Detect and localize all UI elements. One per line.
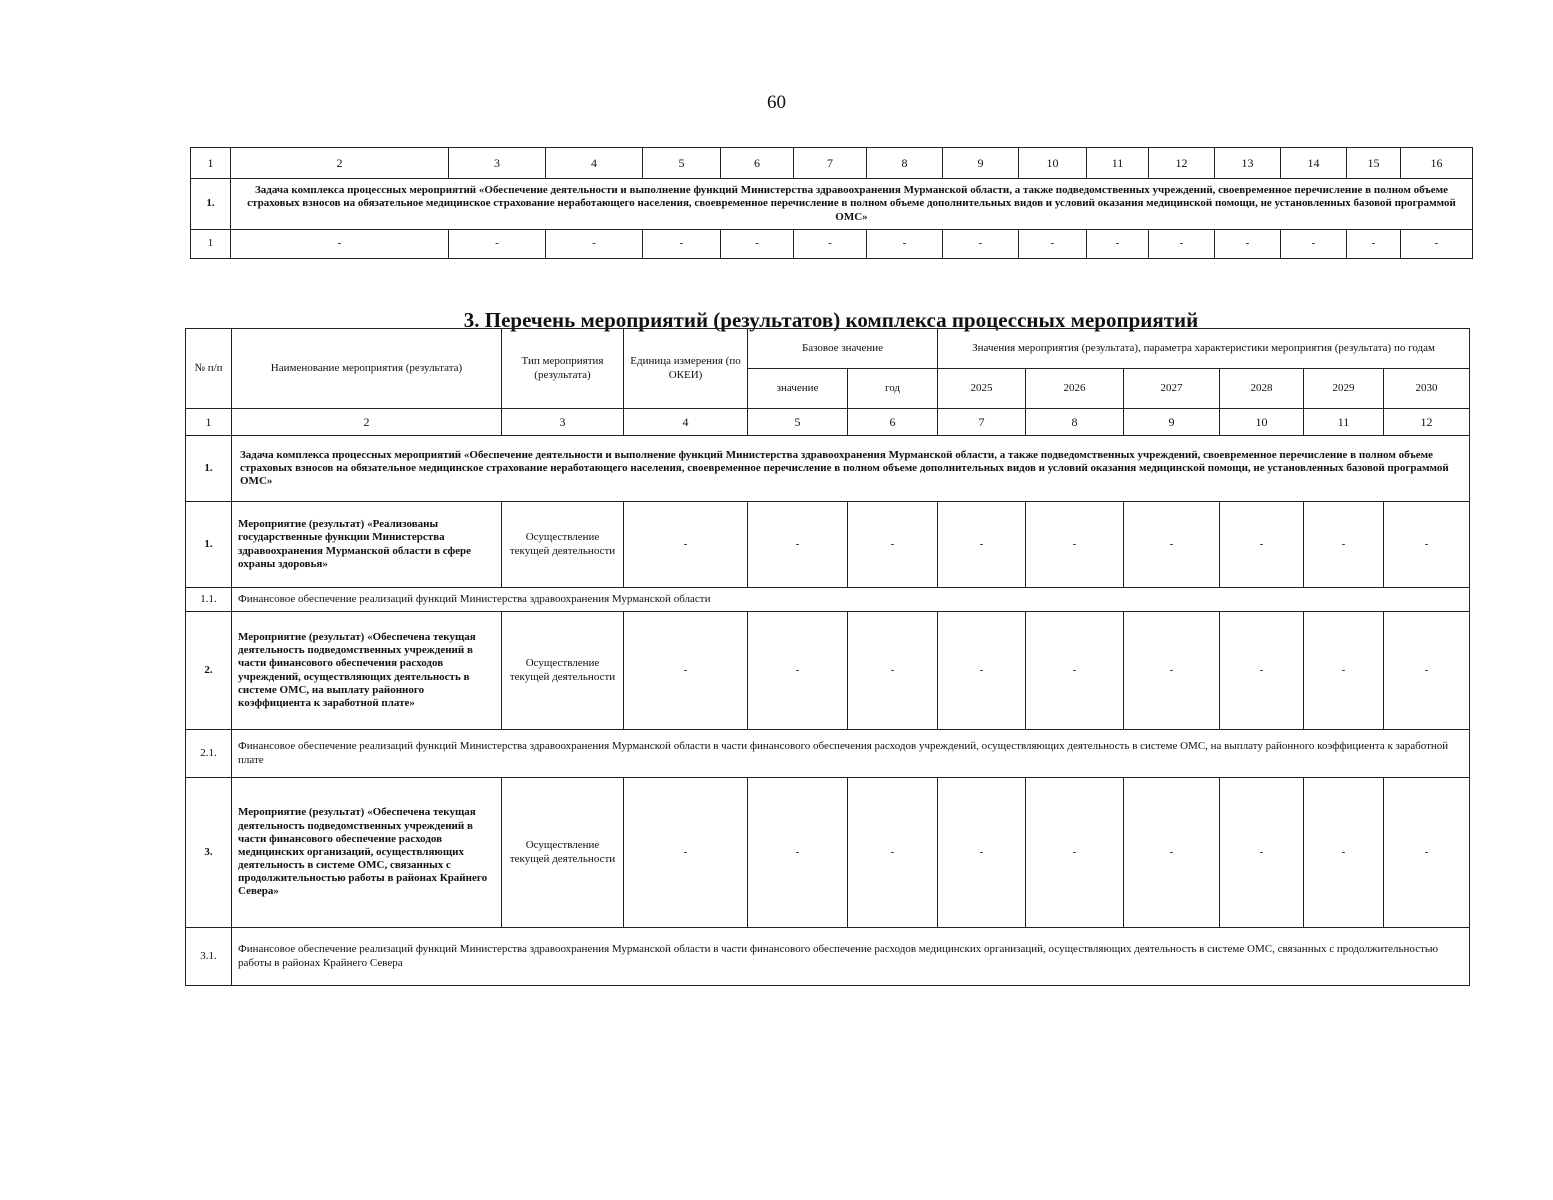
top-dash-cell: - xyxy=(1215,230,1281,259)
measure-type: Осуществление текущей деятельности xyxy=(502,612,624,730)
top-dash-cell: - xyxy=(721,230,794,259)
top-col-number: 11 xyxy=(1087,148,1149,179)
main-col-number: 4 xyxy=(624,409,748,436)
top-col-number: 15 xyxy=(1347,148,1401,179)
top-col-number: 12 xyxy=(1149,148,1215,179)
measure-type: Осуществление текущей деятельности xyxy=(502,502,624,588)
main-col-number: 2 xyxy=(232,409,502,436)
measure-value-cell: - xyxy=(624,502,748,588)
measure-value-cell: - xyxy=(938,502,1026,588)
top-dash-cell: - xyxy=(231,230,449,259)
measure-value-cell: - xyxy=(1304,502,1384,588)
top-dash-cell: - xyxy=(449,230,546,259)
main-col-number: 9 xyxy=(1124,409,1220,436)
header-base: Базовое значение xyxy=(748,329,938,369)
financing-row xyxy=(186,588,1470,612)
measure-value-cell: - xyxy=(1124,778,1220,928)
measure-value-cell: - xyxy=(1384,778,1470,928)
top-task-row xyxy=(191,179,1473,230)
top-col-number: 9 xyxy=(943,148,1019,179)
top-dash-cell: - xyxy=(867,230,943,259)
measure-value-cell: - xyxy=(624,612,748,730)
header-name: Наименование мероприятия (результата) xyxy=(232,329,502,409)
header-year: 2028 xyxy=(1220,369,1304,409)
financing-text: Финансовое обеспечение реализаций функций Министерства здравоохранения Мурманской области xyxy=(232,588,1470,612)
header-row-1 xyxy=(186,329,1470,369)
measure-value-cell: - xyxy=(1384,612,1470,730)
financing-number: 1.1. xyxy=(186,588,232,612)
main-col-number: 12 xyxy=(1384,409,1470,436)
header-year: 2030 xyxy=(1384,369,1470,409)
top-dash-cell: - xyxy=(1401,230,1473,259)
top-dash-cell: - xyxy=(546,230,643,259)
financing-row xyxy=(186,730,1470,778)
main-col-number: 6 xyxy=(848,409,938,436)
top-col-number: 4 xyxy=(546,148,643,179)
measure-value-cell: - xyxy=(748,502,848,588)
measure-number: 3. xyxy=(186,778,232,928)
measure-value-cell: - xyxy=(1124,502,1220,588)
page-number: 60 xyxy=(767,92,786,113)
top-col-number: 13 xyxy=(1215,148,1281,179)
top-dash-cell: - xyxy=(943,230,1019,259)
top-dash-cell: - xyxy=(1281,230,1347,259)
top-dash-cell: - xyxy=(794,230,867,259)
top-continuation-table xyxy=(190,147,1473,259)
header-values: Значения мероприятия (результата), параметра характеристики мероприятия (результата) по годам xyxy=(938,329,1470,369)
measure-value-cell: - xyxy=(848,612,938,730)
header-base-value: значение xyxy=(748,369,848,409)
header-year: 2027 xyxy=(1124,369,1220,409)
top-dash-cell: - xyxy=(1019,230,1087,259)
measure-value-cell: - xyxy=(1384,502,1470,588)
main-task-row xyxy=(186,436,1470,502)
main-col-number: 1 xyxy=(186,409,232,436)
header-base-year: год xyxy=(848,369,938,409)
financing-text: Финансовое обеспечение реализаций функций Министерства здравоохранения Мурманской области в части финансового обеспечение расходов медицинских организаций, осуществляющих деятельность в системе ОМС, связанных с продолжительностью работы в районах Крайнего Севера xyxy=(232,928,1470,986)
top-dash-row xyxy=(191,230,1473,259)
main-col-number: 5 xyxy=(748,409,848,436)
main-col-number: 3 xyxy=(502,409,624,436)
main-col-number: 10 xyxy=(1220,409,1304,436)
measure-value-cell: - xyxy=(1220,612,1304,730)
measure-value-cell: - xyxy=(1026,502,1124,588)
measure-value-cell: - xyxy=(1304,778,1384,928)
top-col-number: 5 xyxy=(643,148,721,179)
measure-value-cell: - xyxy=(1220,778,1304,928)
header-unit: Единица измерения (по ОКЕИ) xyxy=(624,329,748,409)
top-col-number: 3 xyxy=(449,148,546,179)
top-dash-cell: - xyxy=(1087,230,1149,259)
main-col-number: 8 xyxy=(1026,409,1124,436)
measure-value-cell: - xyxy=(748,612,848,730)
measure-type: Осуществление текущей деятельности xyxy=(502,778,624,928)
main-col-number: 11 xyxy=(1304,409,1384,436)
top-task-text: Задача комплекса процессных мероприятий «Обеспечение деятельности и выполнение функций Министерства здравоохранения Мурманской области, а также подведомственных учреждений, своевременное перечисление в полном объеме страховых взносов на обязательное медицинское страхование неработающего населения, своевременное перечисление в полном объеме дополнительных видов и условий оказания медицинской помощи, не установленных базовой программой ОМС» xyxy=(231,179,1473,230)
top-column-numbers-row xyxy=(191,148,1473,179)
top-dash-cell: - xyxy=(1149,230,1215,259)
measure-value-cell: - xyxy=(938,612,1026,730)
measure-value-cell: - xyxy=(938,778,1026,928)
measure-value-cell: - xyxy=(848,502,938,588)
measures-table xyxy=(185,328,1470,986)
top-dash-cell: - xyxy=(1347,230,1401,259)
top-col-number: 14 xyxy=(1281,148,1347,179)
main-task-text: Задача комплекса процессных мероприятий «Обеспечение деятельности и выполнение функций Министерства здравоохранения Мурманской области, а также подведомственных учреждений, своевременное перечисление в полном объеме страховых взносов на обязательное медицинское страхование неработающего населения, своевременное перечисление в полном объеме дополнительных видов и условий оказания медицинской помощи, не установленных базовой программой ОМС» xyxy=(232,436,1470,502)
measure-row xyxy=(186,502,1470,588)
header-year: 2026 xyxy=(1026,369,1124,409)
financing-number: 2.1. xyxy=(186,730,232,778)
header-year: 2029 xyxy=(1304,369,1384,409)
financing-number: 3.1. xyxy=(186,928,232,986)
top-dash-cell: 1 xyxy=(191,230,231,259)
top-task-number: 1. xyxy=(191,179,231,230)
main-col-number: 7 xyxy=(938,409,1026,436)
top-dash-cell: - xyxy=(643,230,721,259)
measure-value-cell: - xyxy=(1304,612,1384,730)
top-col-number: 16 xyxy=(1401,148,1473,179)
measure-value-cell: - xyxy=(848,778,938,928)
measure-name: Мероприятие (результат) «Обеспечена текущая деятельность подведомственных учреждений в части финансового обеспечения расходов учреждений, осуществляющих деятельность в системе ОМС, на выплату районного коэффициента к заработной плате» xyxy=(232,612,502,730)
top-col-number: 2 xyxy=(231,148,449,179)
top-col-number: 6 xyxy=(721,148,794,179)
measure-row xyxy=(186,778,1470,928)
measure-name: Мероприятие (результат) «Обеспечена текущая деятельность подведомственных учреждений в части финансового обеспечение расходов медицинских организаций, осуществляющих деятельность в системе ОМС, связанных с продолжительностью работы в районах Крайнего Севера» xyxy=(232,778,502,928)
financing-text: Финансовое обеспечение реализаций функций Министерства здравоохранения Мурманской области в части финансового обеспечения расходов учреждений, осуществляющих деятельность в системе ОМС, на выплату районного коэффициента к заработной плате xyxy=(232,730,1470,778)
measure-name: Мероприятие (результат) «Реализованы государственные функции Министерства здравоохранения Мурманской области в сфере охраны здоровья» xyxy=(232,502,502,588)
measure-value-cell: - xyxy=(1124,612,1220,730)
measure-number: 2. xyxy=(186,612,232,730)
financing-row xyxy=(186,928,1470,986)
measure-value-cell: - xyxy=(1026,778,1124,928)
header-num: № п/п xyxy=(186,329,232,409)
measure-value-cell: - xyxy=(1220,502,1304,588)
measure-number: 1. xyxy=(186,502,232,588)
top-col-number: 1 xyxy=(191,148,231,179)
header-type: Тип мероприятия (результата) xyxy=(502,329,624,409)
measure-row xyxy=(186,612,1470,730)
measure-value-cell: - xyxy=(1026,612,1124,730)
section-title: 3. Перечень мероприятий (результатов) комплекса процессных мероприятий xyxy=(463,308,1199,332)
header-year: 2025 xyxy=(938,369,1026,409)
measure-value-cell: - xyxy=(624,778,748,928)
main-column-numbers-row xyxy=(186,409,1470,436)
measure-value-cell: - xyxy=(748,778,848,928)
top-col-number: 8 xyxy=(867,148,943,179)
top-col-number: 7 xyxy=(794,148,867,179)
main-task-number: 1. xyxy=(186,436,232,502)
top-col-number: 10 xyxy=(1019,148,1087,179)
